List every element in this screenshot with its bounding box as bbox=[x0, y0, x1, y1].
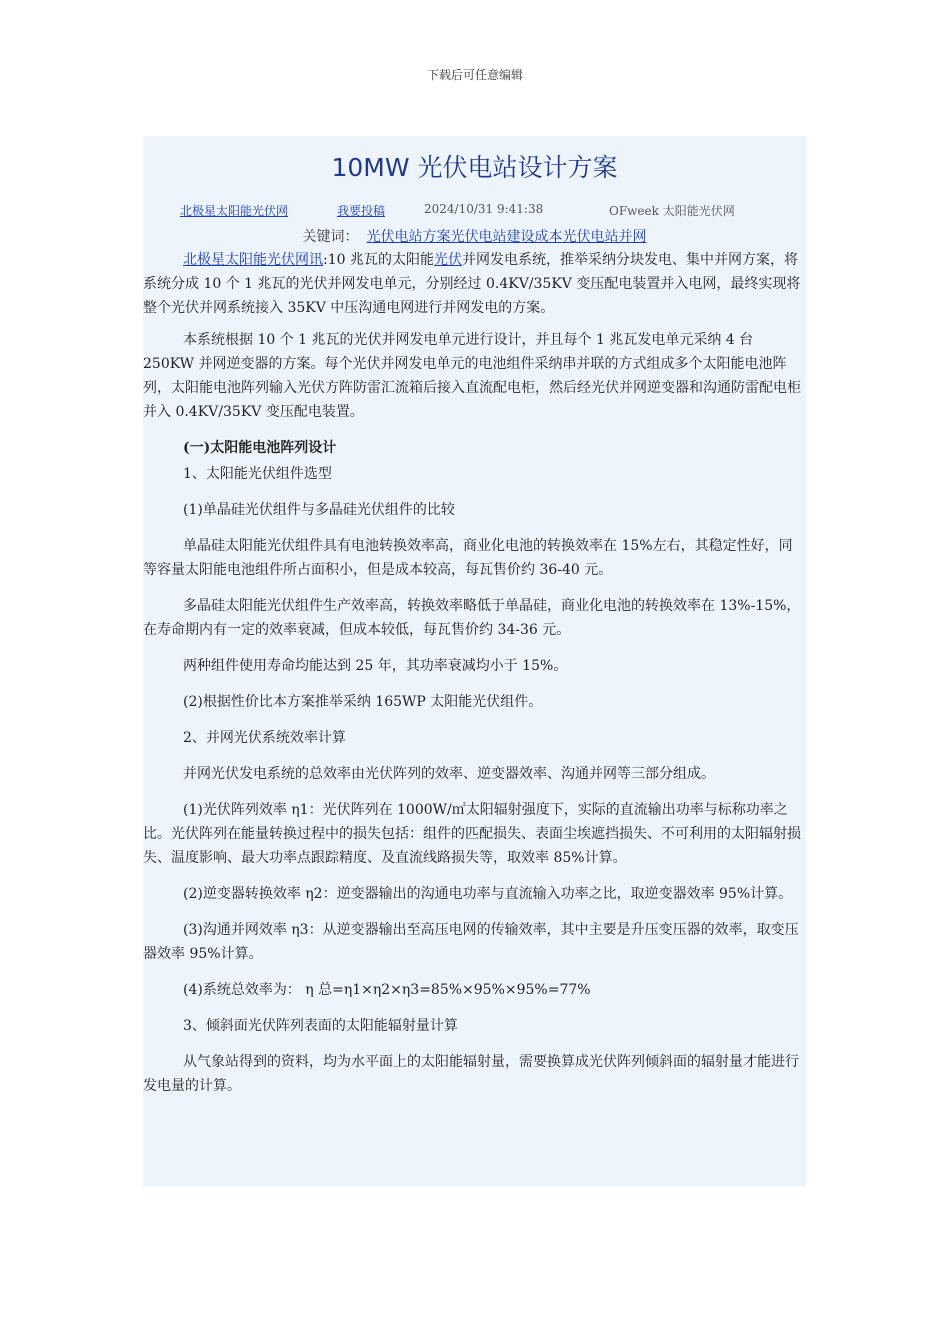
paragraph: (2)根据性价比本方案推举采纳 165WP 太阳能光伏组件。 bbox=[183, 694, 543, 710]
paragraph: (1)光伏阵列效率 η1：光伏阵列在 1000W/㎡太阳辐射强度下，实际的直流输出功率与标称功率之比。光伏阵列在能量转换过程中的损失包括：组件的匹配损失、表面尘埃遮挡损失、不可利用的太阳辐射损失、温度影响、最大功率点跟踪精度、及直流线路损失等，取效率 85%计算。 bbox=[143, 802, 801, 866]
subheading: 2、并网光伏系统效率计算 bbox=[183, 730, 346, 746]
article-source: OFweek 太阳能光伏网 bbox=[609, 204, 735, 218]
section-heading: (一)太阳能电池阵列设计 bbox=[183, 440, 337, 456]
paragraph: 单晶硅太阳能光伏组件具有电池转换效率高，商业化电池的转换效率在 15%左右，其稳定性好，同等容量太阳能电池组件所占面积小，但是成本较高，每瓦售价约 36-40 元。 bbox=[143, 538, 793, 578]
submit-link[interactable]: 我要投稿 bbox=[337, 204, 386, 218]
lead-source-link[interactable]: 北极星太阳能光伏网讯 bbox=[183, 252, 323, 268]
page-header-note: 下载后可任意编辑 bbox=[426, 68, 523, 82]
keywords-link[interactable]: 光伏电站方案光伏电站建设成本光伏电站并网 bbox=[366, 229, 647, 245]
article-datetime: 2024/10/31 9:41:38 bbox=[424, 202, 544, 216]
paragraph: (4)系统总效率为： η 总=η1×η2×η3=85%×95%×95%=77% bbox=[183, 982, 591, 998]
keywords-row bbox=[143, 226, 806, 246]
keywords-label: 关键词： bbox=[302, 229, 359, 245]
paragraph: 从气象站得到的资料，均为水平面上的太阳能辐射量，需要换算成光伏阵列倾斜面的辐射量才能进行发电量的计算。 bbox=[143, 1054, 799, 1094]
lead-text-2: 并网发电系统，推举采纳分块发电、集中并网方案，将系统分成 10 个 1 兆瓦的光伏并网发电单元，分别经过 0.4KV/35KV 变压配电装置并入电网，最终实现将整个光伏并网系统接入 35KV 中压沟通电网进行并网发电的方案。 bbox=[143, 252, 801, 316]
lead-text-1: :10 兆瓦的太阳能 bbox=[323, 252, 434, 268]
lead-paragraph bbox=[143, 248, 806, 320]
article-body bbox=[143, 248, 806, 1098]
paragraph: (3)沟通并网效率 η3：从逆变器输出至高压电网的传输效率，其中主要是升压变压器的效率，取变压器效率 95%计算。 bbox=[143, 922, 799, 962]
paragraph: 多晶硅太阳能光伏组件生产效率高，转换效率略低于单晶硅，商业化电池的转换效率在 13%-15%，在寿命期内有一定的效率衰减，但成本较低，每瓦售价约 34-36 元。 bbox=[143, 598, 801, 638]
paragraph: 本系统根据 10 个 1 兆瓦的光伏并网发电单元进行设计，并且每个 1 兆瓦发电单元采纳 4 台 250KW 并网逆变器的方案。每个光伏并网发电单元的电池组件采纳串并联的方式组成多个太阳能电池阵列，太阳能电池阵列输入光伏方阵防雷汇流箱后接入直流配电柜，然后经光伏并网逆变器和沟通防雷配电柜并入 0.4KV/35KV 变压配电装置。 bbox=[143, 332, 801, 420]
subheading: 3、倾斜面光伏阵列表面的太阳能辐射量计算 bbox=[183, 1018, 458, 1034]
paragraph: 并网光伏发电系统的总效率由光伏阵列的效率、逆变器效率、沟通并网等三部分组成。 bbox=[183, 766, 715, 782]
subheading: (1)单晶硅光伏组件与多晶硅光伏组件的比较 bbox=[183, 502, 455, 518]
paragraph: (2)逆变器转换效率 η2：逆变器输出的沟通电功率与直流输入功率之比，取逆变器效率 95%计算。 bbox=[183, 886, 793, 902]
source-link[interactable]: 北极星太阳能光伏网 bbox=[180, 204, 289, 218]
subheading: 1、太阳能光伏组件选型 bbox=[183, 466, 332, 482]
lead-pv-link[interactable]: 光伏 bbox=[433, 252, 462, 268]
article-meta bbox=[143, 202, 806, 220]
article-title: 10MW 光伏电站设计方案 bbox=[331, 153, 618, 182]
paragraph: 两种组件使用寿命均能达到 25 年，其功率衰减均小于 15%。 bbox=[183, 658, 568, 674]
